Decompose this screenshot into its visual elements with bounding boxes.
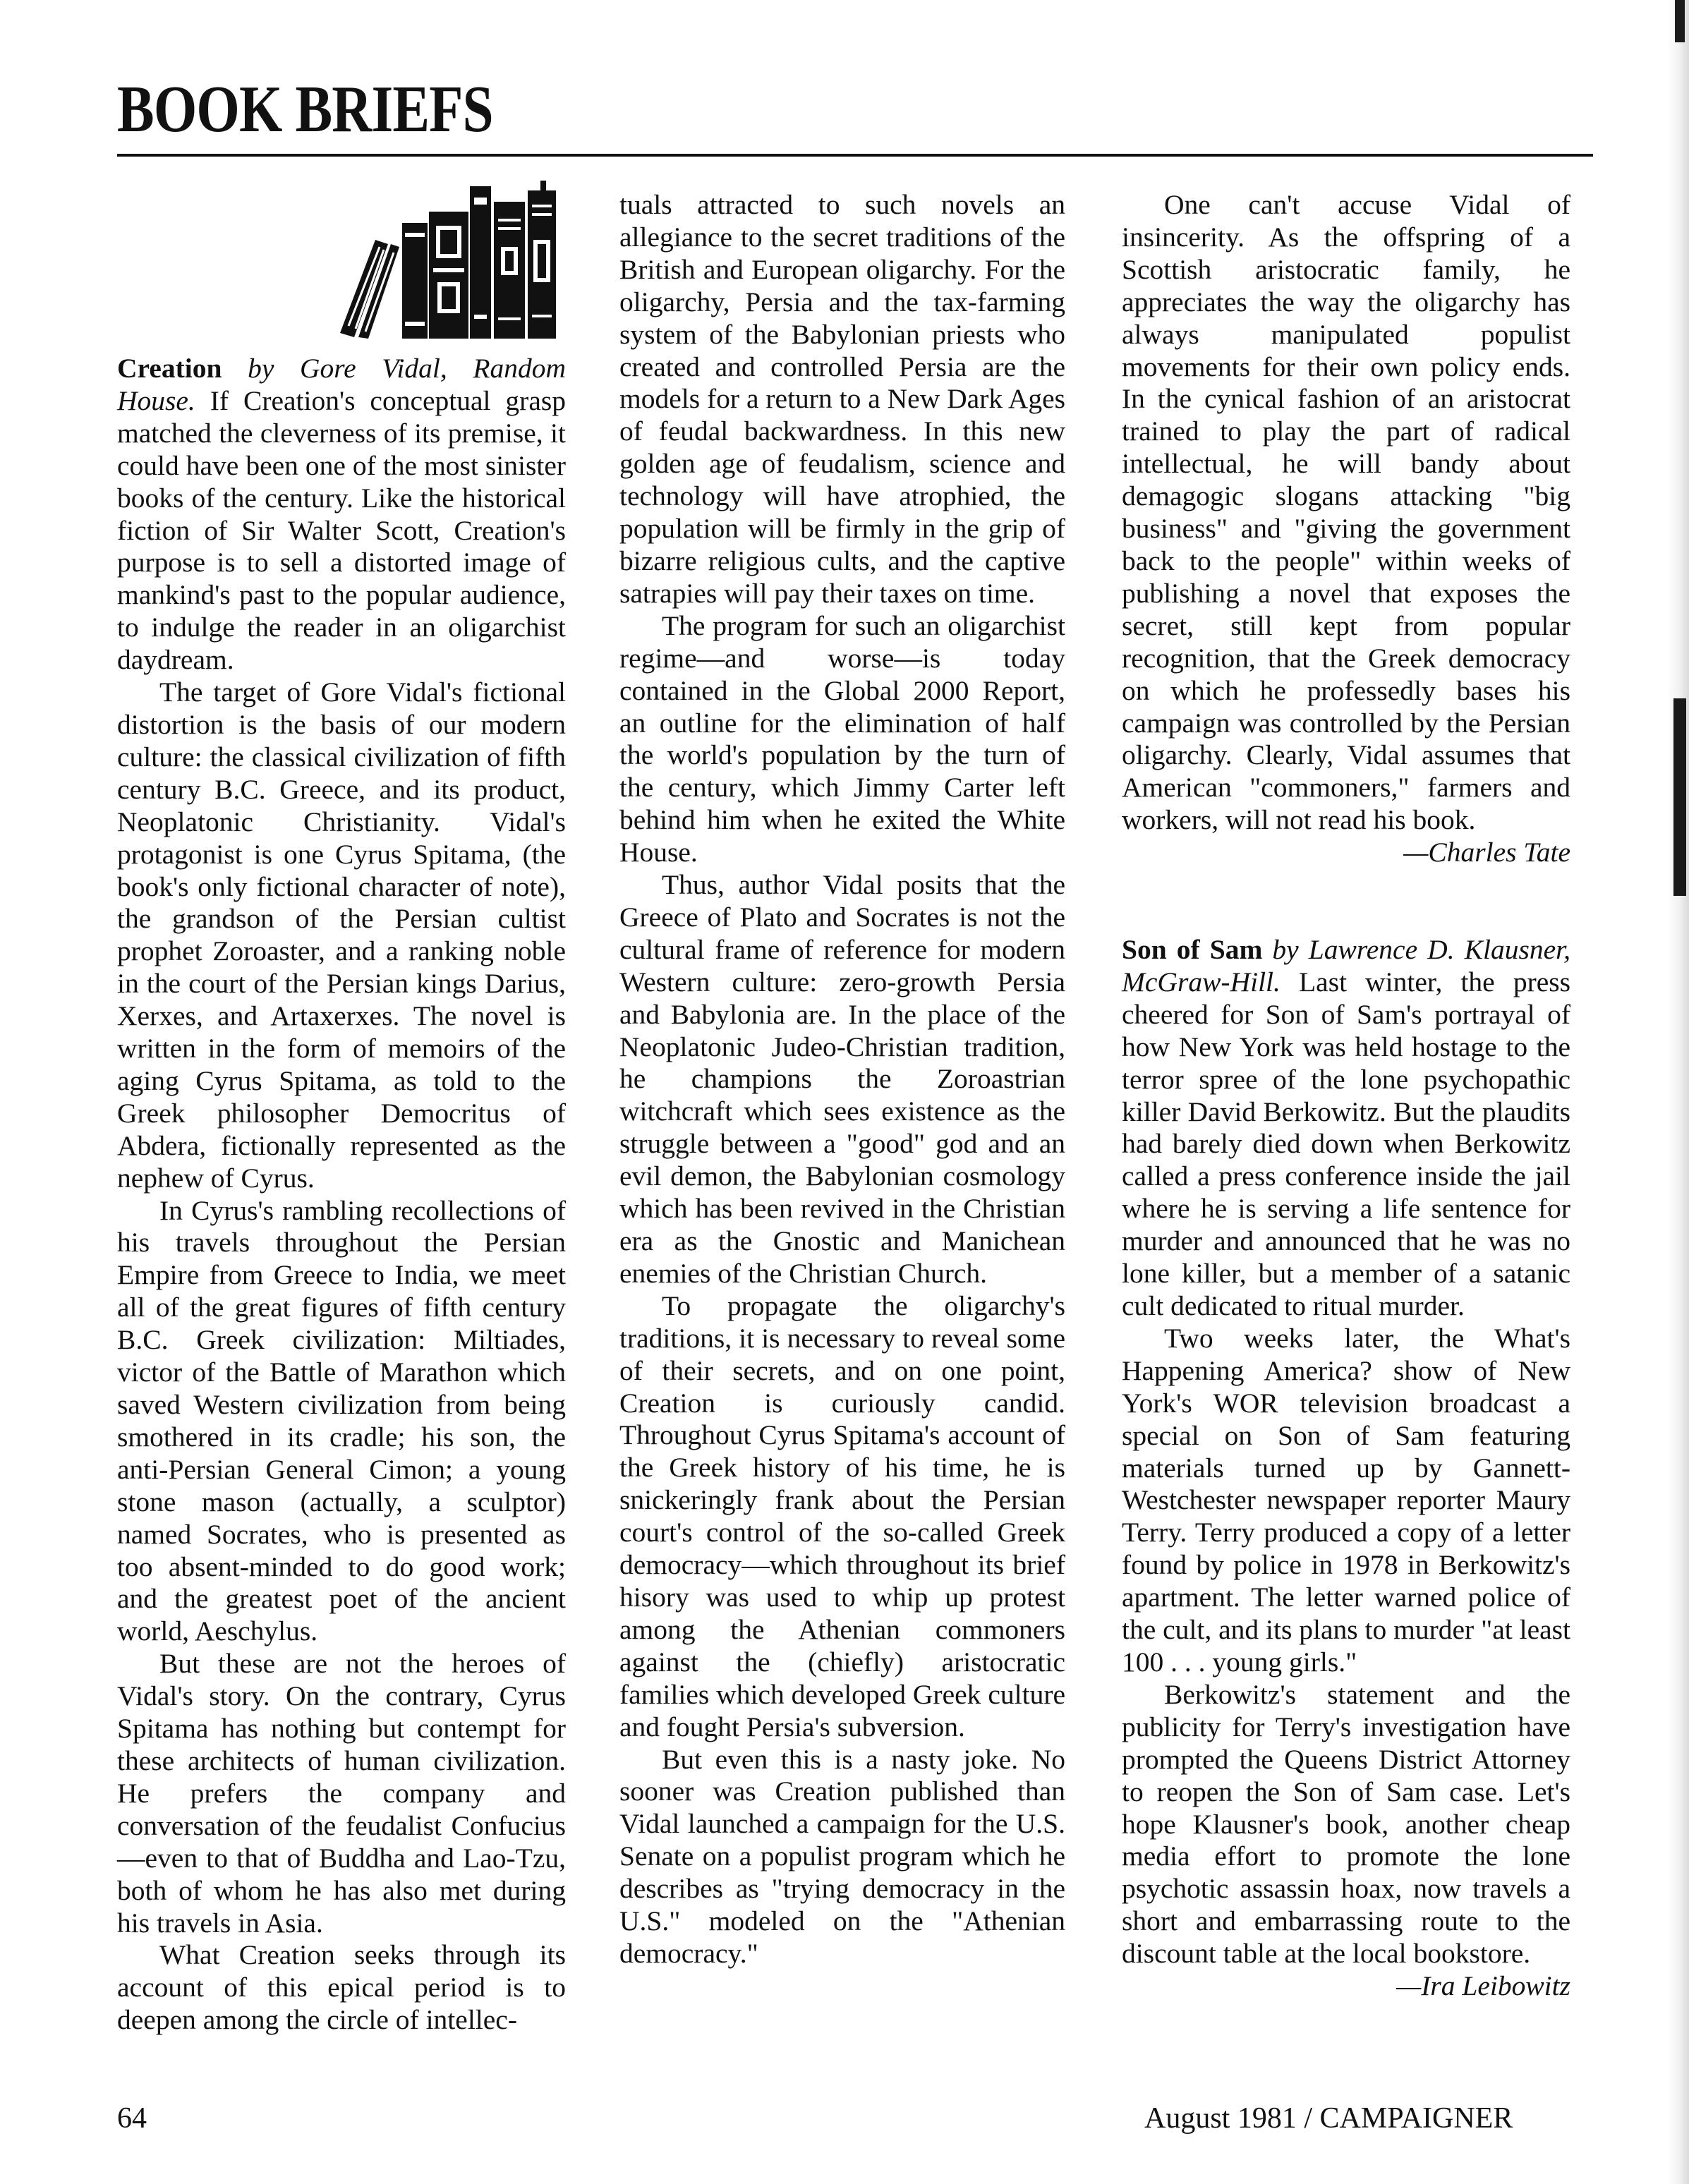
paragraph: Thus, author Vidal posits that the Greece of Plato and Socrates is not the cultural frame of reference for modern Western culture: zero-growth Persia and Babylonia are. In the place of the Neoplatonic Judeo-Christian tradition, he champions the Zoroastrian witchcraft which sees existence as the struggle between a "good" god and an evil demon, the Babylonian cosmology which has been revived in the Christian era as the Gnostic and Manichean enemies of the Christian Church. xyxy=(619,869,1065,1289)
page-title: BOOK BRIEFS xyxy=(117,73,493,146)
paragraph: What Creation seeks through its account of this epical period is to deepen among the circle of intellec- xyxy=(117,1939,566,2036)
paragraph: Berkowitz's statement and the publicity for Terry's investigation have prompted the Queens District Attorney to reopen the Son of Sam case. Let's hope Klausner's book, another cheap media effort to promote the lone psychotic assassin hoax, now travels a short and embarrassing route to the discount table at the local bookstore. xyxy=(1122,1678,1570,1970)
review-creation-intro: Creation by Gore Vidal, Random House. If Creation's conceptual grasp matched the cleverness of its premise, it could have been one of the most sinister books of the century. Like the historical fiction of Sir Walter Scott, Creation's purpose is to sell a distorted image of mankind's past to the popular audience, to indulge the reader in an oligarchist daydream. xyxy=(117,353,566,676)
paragraph: tuals attracted to such novels an allegiance to the secret traditions of the British and European oligarchy. For the oligarchy, Persia and the tax-farming system of the Babylonian priests who created and controlled Persia are the models for a return to a New Dark Ages of feudal backwardness. In this new golden age of feudalism, science and technology will have atrophied, the population will be firmly in the grip of bizarre religious cults, and the captive satrapies will pay their taxes on time. xyxy=(619,189,1065,609)
paragraph: In Cyrus's rambling recollections of his travels throughout the Persian Empire from Greece to India, we meet all of the great figures of fifth century B.C. Greek civilization: Miltiades, victor of the Battle of Marathon which saved Western civilization from being smothered in its cradle; his son, the anti-Persian General Cimon; a young stone mason (actually, a sculptor) named Socrates, who is presented as too absent-minded to do good work; and the greatest poet of the ancient world, Aeschylus. xyxy=(117,1194,566,1647)
paragraph: The target of Gore Vidal's fictional distortion is the basis of our modern culture: the classical civilization of fifth century B.C. Greece, and its product, Neoplatonic Christianity. Vidal's protagonist is one Cyrus Spitama, (the book's only fictional character of note), the grandson of the Persian cultist prophet Zoroaster, and a ranking noble in the court of the Persian kings Darius, Xerxes, and Artaxerxes. The novel is written in the form of memoirs of the aging Cyrus Spitama, as told to the Greek philosopher Democritus of Abdera, fictionally represented as the nephew of Cyrus. xyxy=(117,677,566,1194)
books-illustration xyxy=(334,176,567,339)
column-2 xyxy=(619,189,1065,1970)
title-rule xyxy=(117,154,1593,157)
book-title-son-of-sam: Son of Sam xyxy=(1122,934,1263,966)
byline-creation: by Gore Vidal, Random House. xyxy=(117,353,566,416)
book-title-creation: Creation xyxy=(117,353,222,384)
column-3 xyxy=(1122,189,1570,2003)
page-edge-mark xyxy=(1673,698,1686,896)
issue-footer: August 1981 / CAMPAIGNER xyxy=(1144,2102,1513,2135)
byline-son-of-sam: by Lawrence D. Klausner, McGraw-Hill. xyxy=(1122,934,1570,997)
review-son-of-sam-intro: Son of Sam by Lawrence D. Klausner, McGraw-Hill. Last winter, the press cheered for Son of Sam's portrayal of how New York was held hostage to the terror spree of the lone psychopathic killer David Berkowitz. But the plaudits had barely died down when Berkowitz called a press conference inside the jail where he is serving a life sentence for murder and announced that he was no lone killer, but a member of a satanic cult dedicated to ritual murder. xyxy=(1122,934,1570,1321)
paragraph: One can't accuse Vidal of insincerity. As the offspring of a Scottish aristocratic family, he appreciates the way the oligarchy has always manipulated populist movements for their own policy ends. In the cynical fashion of an aristocrat trained to play the part of radical intellectual, he will bandy about demagogic slogans attacking "big business" and "giving the government back to the people" within weeks of publishing a novel that exposes the secret, still kept from popular recognition, that the Greek democracy on which he professedly bases his campaign was controlled by the Persian oligarchy. Clearly, Vidal assumes that American "commoners," farmers and workers, will not read his book. xyxy=(1122,189,1570,836)
page-edge-shadow xyxy=(1668,0,1689,2184)
signature-charles-tate: —Charles Tate xyxy=(1403,837,1570,868)
page-edge-mark xyxy=(1675,0,1685,42)
paragraph: To propagate the oligarchy's traditions, it is necessary to reveal some of their secrets, and on one point, Creation is curiously candid. Throughout Cyrus Spitama's account of the Greek history of his time, he is snickeringly frank about the Persian court's control of the so-called Greek democracy—which throughout its brief hisory was used to whip up protest among the Athenian commoners against the (chiefly) aristocratic families which developed Greek culture and fought Persia's subversion. xyxy=(619,1290,1065,1742)
paragraph: The program for such an oligarchist regime—and worse—is today contained in the Global 2000 Report, an outline for the elimination of half the world's population by the turn of the century, which Jimmy Carter left behind him when he exited the White House. xyxy=(619,609,1065,868)
column-1 xyxy=(117,353,566,2037)
paragraph: But these are not the heroes of Vidal's story. On the contrary, Cyrus Spitama has nothing but contempt for these architects of human civilization. He prefers the company and conversation of the feudalist Confucius—even to that of Buddha and Lao-Tzu, both of whom he has also met during his travels in Asia. xyxy=(117,1648,566,1939)
paragraph: But even this is a nasty joke. No sooner was Creation published than Vidal launched a campaign for the U.S. Senate on a populist program which he describes as "trying democracy in the U.S." modeled on the "Athenian democracy." xyxy=(619,1743,1065,1969)
paragraph: Two weeks later, the What's Happening America? show of New York's WOR television broadcast a special on Son of Sam featuring materials turned up by Gannett-Westchester newspaper reporter Maury Terry. Terry produced a copy of a letter found by police in 1978 in Berkowitz's apartment. The letter warned police of the cult, and its plans to murder "at least 100 . . . young girls." xyxy=(1122,1322,1570,1678)
page-number: 64 xyxy=(117,2102,147,2135)
signature-ira-leibowitz: —Ira Leibowitz xyxy=(1396,1970,1570,2002)
